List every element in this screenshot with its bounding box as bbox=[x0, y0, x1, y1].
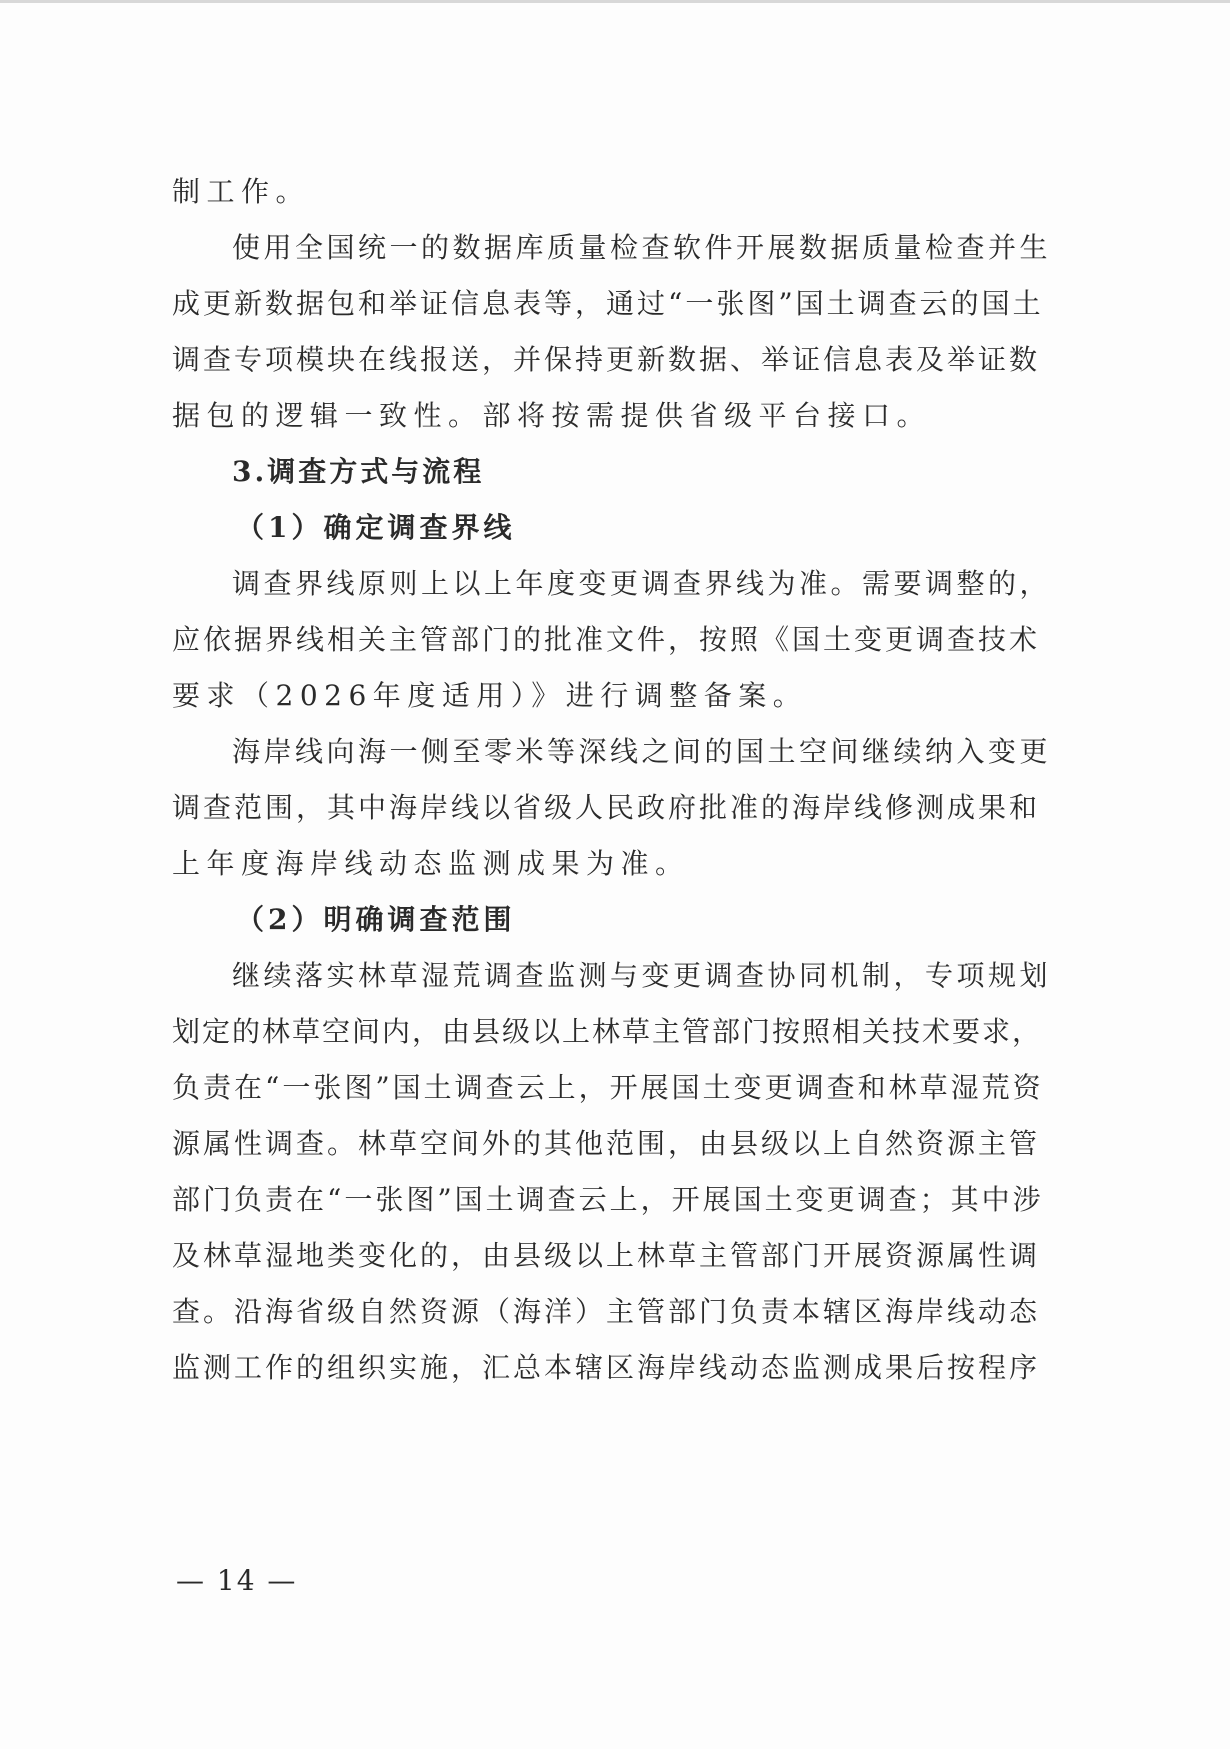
text-line: 部门负责在“一张图”国土调查云上，开展国土变更调查；其中涉 bbox=[172, 1183, 1044, 1216]
text-line: 应依据界线相关主管部门的批准文件，按照《国土变更调查技术 bbox=[172, 623, 1041, 656]
text-line: 调查界线原则上以上年度变更调查界线为准。需要调整的， bbox=[232, 567, 1052, 600]
text-line: 继续落实林草湿荒调查监测与变更调查协同机制，专项规划 bbox=[232, 959, 1052, 992]
subsection-heading: （1）确定调查界线 bbox=[236, 511, 516, 544]
text-line: 查。沿海省级自然资源（海洋）主管部门负责本辖区海岸线动态 bbox=[172, 1295, 1041, 1328]
text-line: 海岸线向海一侧至零米等深线之间的国土空间继续纳入变更 bbox=[232, 735, 1052, 768]
text-line: 监测工作的组织实施，汇总本辖区海岸线动态监测成果后按程序 bbox=[172, 1351, 1041, 1384]
text-line: 据包的逻辑一致性。部将按需提供省级平台接口。 bbox=[172, 399, 932, 432]
text-line: 使用全国统一的数据库质量检查软件开展数据质量检查并生 bbox=[232, 231, 1052, 264]
text-line: 源属性调查。林草空间外的其他范围，由县级以上自然资源主管 bbox=[172, 1127, 1041, 1160]
subsection-heading: （2）明确调查范围 bbox=[236, 903, 516, 936]
page-number bbox=[0, 1563, 1230, 1599]
scan-edge bbox=[0, 0, 1230, 3]
text-line: 成更新数据包和举证信息表等，通过“一张图”国土调查云的国土 bbox=[172, 287, 1044, 320]
text-line: 制工作。 bbox=[172, 175, 311, 208]
text-line: 负责在“一张图”国土调查云上，开展国土变更调查和林草湿荒资 bbox=[172, 1071, 1044, 1104]
text-line: 上年度海岸线动态监测成果为准。 bbox=[172, 847, 690, 880]
text-line: 及林草湿地类变化的，由县级以上林草主管部门开展资源属性调 bbox=[172, 1239, 1041, 1272]
section-heading: 3.调查方式与流程 bbox=[232, 455, 485, 488]
text-line: 调查专项模块在线报送，并保持更新数据、举证信息表及举证数 bbox=[172, 343, 1041, 376]
text-line: 调查范围，其中海岸线以省级人民政府批准的海岸线修测成果和 bbox=[172, 791, 1041, 824]
text-line: 划定的林草空间内，由县级以上林草主管部门按照相关技术要求， bbox=[172, 1015, 1043, 1048]
text-line: 要求（2026年度适用）》进行调整备案。 bbox=[172, 679, 808, 712]
page-number-label: — 14 — bbox=[176, 1564, 298, 1597]
